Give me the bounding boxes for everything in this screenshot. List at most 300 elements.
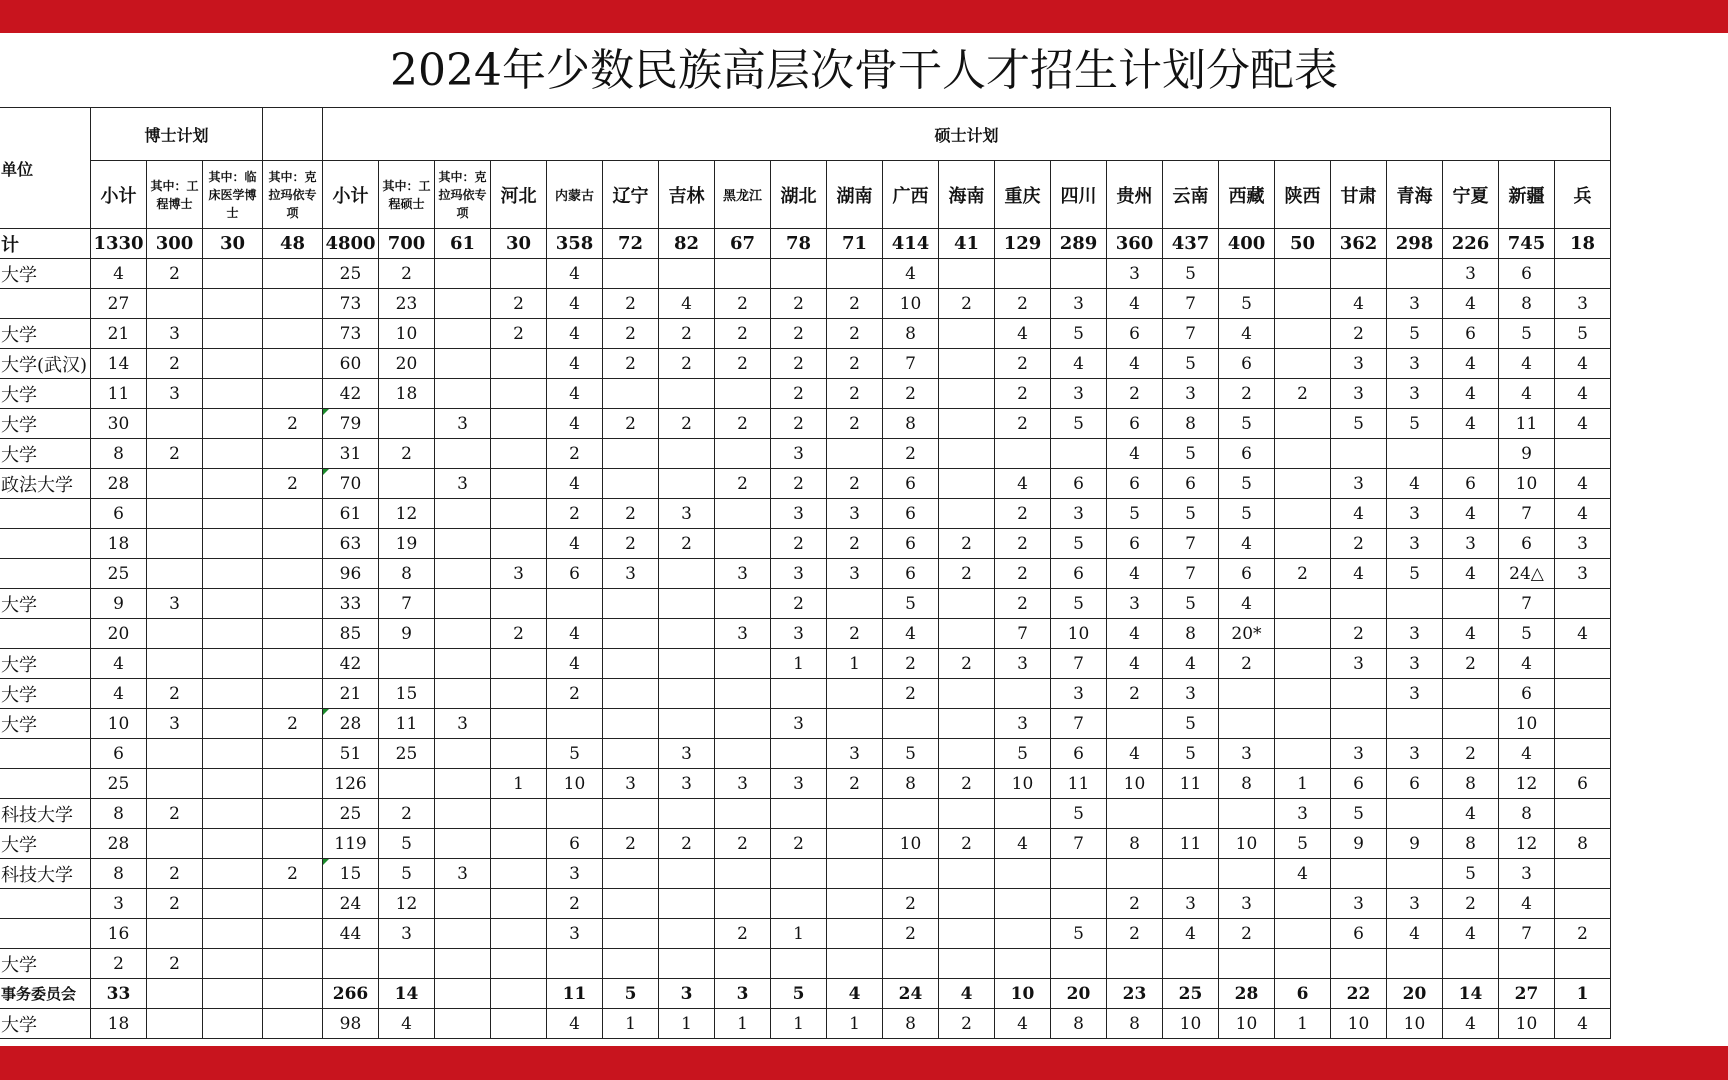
doctor-plan-header: 博士计划 — [91, 108, 263, 161]
data-cell — [1275, 649, 1331, 679]
total-cell: 745 — [1499, 229, 1555, 259]
data-cell — [771, 859, 827, 889]
data-cell: 3 — [715, 619, 771, 649]
data-cell: 4 — [1219, 319, 1275, 349]
data-cell: 4 — [547, 409, 603, 439]
data-cell — [435, 319, 491, 349]
total-cell: 30 — [491, 229, 547, 259]
data-cell: 8 — [91, 859, 147, 889]
data-cell: 4 — [547, 379, 603, 409]
unit-name-cell: 大学 — [0, 319, 91, 349]
total-cell: 700 — [379, 229, 435, 259]
table-row — [0, 319, 1611, 349]
data-cell: 3 — [1387, 499, 1443, 529]
data-cell: 2 — [995, 499, 1051, 529]
data-cell — [263, 589, 323, 619]
data-cell — [827, 949, 883, 979]
data-cell — [491, 499, 547, 529]
data-cell — [203, 409, 263, 439]
data-cell: 3 — [1219, 889, 1275, 919]
data-cell: 3 — [147, 589, 203, 619]
data-cell — [491, 979, 547, 1009]
data-cell: 3 — [995, 709, 1051, 739]
data-cell: 5 — [1387, 319, 1443, 349]
data-cell: 3 — [1387, 739, 1443, 769]
data-cell: 2 — [939, 829, 995, 859]
data-cell: 3 — [771, 559, 827, 589]
data-cell: 2 — [715, 289, 771, 319]
data-cell: 2 — [603, 349, 659, 379]
data-cell: 1 — [1275, 769, 1331, 799]
data-cell — [435, 439, 491, 469]
data-cell: 4 — [659, 289, 715, 319]
data-cell: 11 — [1163, 769, 1219, 799]
data-cell — [1331, 439, 1387, 469]
data-cell: 20* — [1219, 619, 1275, 649]
data-cell: 4 — [827, 979, 883, 1009]
data-cell: 5 — [1443, 859, 1499, 889]
data-cell: 1 — [603, 1009, 659, 1039]
data-cell — [491, 529, 547, 559]
data-cell: 2 — [659, 829, 715, 859]
data-cell — [1331, 859, 1387, 889]
data-cell: 3 — [547, 919, 603, 949]
data-cell: 2 — [1219, 649, 1275, 679]
data-cell — [435, 589, 491, 619]
data-cell — [1275, 499, 1331, 529]
data-cell — [147, 619, 203, 649]
data-cell — [435, 349, 491, 379]
data-cell — [659, 259, 715, 289]
table-row — [0, 769, 1611, 799]
data-cell — [939, 319, 995, 349]
data-cell: 3 — [1555, 529, 1611, 559]
data-cell — [203, 289, 263, 319]
data-cell: 4 — [1387, 919, 1443, 949]
data-cell: 3 — [1387, 649, 1443, 679]
data-cell: 266 — [323, 979, 379, 1009]
top-red-bar — [0, 0, 1728, 33]
province-col-header: 云南 — [1163, 161, 1219, 229]
data-cell — [203, 559, 263, 589]
data-cell — [995, 439, 1051, 469]
data-cell: 4 — [1051, 349, 1107, 379]
data-cell: 2 — [883, 379, 939, 409]
data-cell: 2 — [659, 529, 715, 559]
data-cell: 3 — [435, 859, 491, 889]
data-cell: 10 — [1163, 1009, 1219, 1039]
data-cell — [995, 949, 1051, 979]
data-cell — [659, 439, 715, 469]
unit-name-cell: 大学 — [0, 679, 91, 709]
data-cell — [1555, 799, 1611, 829]
data-cell: 3 — [1107, 589, 1163, 619]
data-cell: 2 — [827, 769, 883, 799]
data-cell: 8 — [1163, 409, 1219, 439]
data-cell: 10 — [1107, 769, 1163, 799]
unit-name-cell — [0, 619, 91, 649]
data-cell — [1331, 949, 1387, 979]
province-col-header: 宁夏 — [1443, 161, 1499, 229]
data-cell: 5 — [1331, 409, 1387, 439]
table-row — [0, 949, 1611, 979]
data-cell: 4 — [1443, 349, 1499, 379]
total-cell: 78 — [771, 229, 827, 259]
data-cell: 4 — [1555, 469, 1611, 499]
data-cell — [1275, 619, 1331, 649]
data-cell: 3 — [1051, 289, 1107, 319]
data-cell: 85 — [323, 619, 379, 649]
data-cell — [263, 1009, 323, 1039]
data-cell — [771, 889, 827, 919]
data-cell: 4 — [1499, 379, 1555, 409]
data-cell: 6 — [1107, 529, 1163, 559]
data-cell: 1 — [1275, 1009, 1331, 1039]
province-col-header: 湖北 — [771, 161, 827, 229]
data-cell — [995, 259, 1051, 289]
data-cell — [771, 739, 827, 769]
data-cell: 3 — [1443, 259, 1499, 289]
data-cell: 3 — [1387, 349, 1443, 379]
data-cell — [827, 709, 883, 739]
data-cell — [491, 709, 547, 739]
data-cell: 11 — [1499, 409, 1555, 439]
data-cell: 4 — [547, 649, 603, 679]
data-cell: 4 — [995, 319, 1051, 349]
data-cell — [1555, 439, 1611, 469]
data-cell — [939, 679, 995, 709]
data-cell — [1555, 709, 1611, 739]
data-cell: 10 — [1387, 1009, 1443, 1039]
data-cell — [1051, 949, 1107, 979]
data-cell — [263, 529, 323, 559]
data-cell: 6 — [1051, 469, 1107, 499]
data-cell — [263, 619, 323, 649]
total-cell: 360 — [1107, 229, 1163, 259]
data-cell — [1275, 679, 1331, 709]
data-cell — [603, 739, 659, 769]
data-cell: 2 — [603, 319, 659, 349]
data-cell: 2 — [603, 409, 659, 439]
data-cell: 63 — [323, 529, 379, 559]
data-cell: 10 — [1331, 1009, 1387, 1039]
data-cell — [547, 799, 603, 829]
data-cell: 7 — [379, 589, 435, 619]
data-cell — [1051, 859, 1107, 889]
data-cell: 2 — [379, 259, 435, 289]
data-cell: 2 — [771, 349, 827, 379]
unit-name-cell — [0, 769, 91, 799]
unit-name-cell: 大学 — [0, 709, 91, 739]
unit-name-cell: 大学 — [0, 409, 91, 439]
data-cell: 4 — [1443, 379, 1499, 409]
page-title: 2024年少数民族高层次骨干人才招生计划分配表 — [390, 45, 1338, 96]
data-cell — [995, 799, 1051, 829]
data-cell: 3 — [659, 979, 715, 1009]
data-cell — [491, 679, 547, 709]
data-cell — [435, 739, 491, 769]
data-cell — [435, 679, 491, 709]
data-cell: 5 — [547, 739, 603, 769]
data-cell — [939, 409, 995, 439]
data-cell: 5 — [1163, 499, 1219, 529]
data-cell — [771, 679, 827, 709]
data-cell: 98 — [323, 1009, 379, 1039]
data-cell: 10 — [883, 289, 939, 319]
data-cell — [435, 919, 491, 949]
data-cell — [491, 259, 547, 289]
data-cell — [263, 739, 323, 769]
data-cell: 2 — [939, 529, 995, 559]
data-cell: 1 — [771, 1009, 827, 1039]
data-cell — [1555, 859, 1611, 889]
data-cell: 3 — [1387, 379, 1443, 409]
data-cell: 2 — [715, 469, 771, 499]
data-cell: 3 — [435, 709, 491, 739]
data-cell: 6 — [883, 529, 939, 559]
data-cell — [1275, 349, 1331, 379]
data-cell — [1555, 649, 1611, 679]
data-cell — [1275, 739, 1331, 769]
data-cell — [491, 859, 547, 889]
data-cell — [1387, 709, 1443, 739]
data-cell — [435, 829, 491, 859]
data-cell — [939, 859, 995, 889]
data-cell — [1387, 439, 1443, 469]
data-cell: 5 — [1219, 499, 1275, 529]
data-cell: 2 — [995, 559, 1051, 589]
data-cell: 4 — [547, 529, 603, 559]
allocation-table — [0, 107, 1611, 1039]
data-cell: 3 — [1387, 889, 1443, 919]
data-cell: 4 — [1499, 349, 1555, 379]
data-cell: 6 — [1107, 319, 1163, 349]
data-cell: 28 — [91, 829, 147, 859]
data-cell — [491, 829, 547, 859]
data-cell: 5 — [379, 829, 435, 859]
data-cell: 8 — [1555, 829, 1611, 859]
data-cell — [147, 649, 203, 679]
data-cell: 3 — [435, 469, 491, 499]
data-cell — [939, 799, 995, 829]
data-cell — [263, 499, 323, 529]
data-cell — [1387, 799, 1443, 829]
data-cell — [263, 559, 323, 589]
doctor-col-header: 其中：工程博士 — [147, 161, 203, 229]
data-cell — [203, 679, 263, 709]
data-cell: 4 — [91, 259, 147, 289]
data-cell — [263, 349, 323, 379]
data-cell: 4 — [1331, 559, 1387, 589]
data-cell: 25 — [91, 769, 147, 799]
data-cell: 3 — [1331, 469, 1387, 499]
data-cell: 4 — [1275, 859, 1331, 889]
data-cell — [939, 619, 995, 649]
data-cell: 6 — [547, 559, 603, 589]
data-cell — [1219, 709, 1275, 739]
data-cell — [147, 559, 203, 589]
data-cell: 3 — [1051, 679, 1107, 709]
data-cell: 5 — [1051, 319, 1107, 349]
data-cell: 5 — [1499, 619, 1555, 649]
data-cell: 6 — [1331, 769, 1387, 799]
data-cell: 2 — [1219, 919, 1275, 949]
data-cell: 4 — [1443, 919, 1499, 949]
data-cell: 1 — [827, 649, 883, 679]
data-cell — [1107, 859, 1163, 889]
data-cell: 4 — [1163, 649, 1219, 679]
data-cell: 3 — [771, 619, 827, 649]
table-row — [0, 409, 1611, 439]
data-cell — [1443, 589, 1499, 619]
data-cell: 4 — [1219, 529, 1275, 559]
data-cell — [939, 469, 995, 499]
data-cell — [147, 469, 203, 499]
data-cell — [1555, 259, 1611, 289]
data-cell: 3 — [491, 559, 547, 589]
data-cell — [1163, 949, 1219, 979]
data-cell — [435, 619, 491, 649]
table-row — [0, 469, 1611, 499]
data-cell: 2 — [827, 379, 883, 409]
data-cell — [715, 379, 771, 409]
data-cell — [1219, 259, 1275, 289]
data-cell: 7 — [1051, 709, 1107, 739]
data-cell: 10 — [995, 769, 1051, 799]
data-cell: 3 — [1331, 379, 1387, 409]
doctor-plan-header-extra — [263, 108, 323, 161]
data-cell: 6 — [1499, 679, 1555, 709]
data-cell: 3 — [659, 499, 715, 529]
province-col-header: 四川 — [1051, 161, 1107, 229]
data-cell — [435, 769, 491, 799]
data-cell — [147, 529, 203, 559]
data-cell: 10 — [883, 829, 939, 859]
data-cell: 20 — [91, 619, 147, 649]
data-cell — [715, 589, 771, 619]
data-cell — [827, 679, 883, 709]
data-cell: 5 — [1331, 799, 1387, 829]
data-cell — [263, 799, 323, 829]
data-cell: 5 — [1163, 349, 1219, 379]
data-cell: 4 — [1443, 619, 1499, 649]
data-cell: 5 — [1051, 799, 1107, 829]
data-cell: 2 — [379, 439, 435, 469]
data-cell — [659, 679, 715, 709]
data-cell: 11 — [1051, 769, 1107, 799]
data-cell — [1275, 469, 1331, 499]
province-col-header: 海南 — [939, 161, 995, 229]
data-cell: 6 — [1163, 469, 1219, 499]
data-cell: 2 — [939, 559, 995, 589]
data-cell — [1331, 259, 1387, 289]
data-cell — [1555, 949, 1611, 979]
data-cell: 2 — [883, 679, 939, 709]
data-cell: 8 — [883, 1009, 939, 1039]
data-cell: 2 — [491, 319, 547, 349]
data-cell: 2 — [995, 589, 1051, 619]
data-cell — [659, 889, 715, 919]
data-cell — [603, 469, 659, 499]
data-cell: 5 — [1051, 409, 1107, 439]
total-cell: 300 — [147, 229, 203, 259]
data-cell — [147, 919, 203, 949]
unit-name-cell: 政法大学 — [0, 469, 91, 499]
data-cell: 7 — [1499, 919, 1555, 949]
table-row — [0, 889, 1611, 919]
data-cell: 31 — [323, 439, 379, 469]
data-cell — [771, 259, 827, 289]
data-cell: 11 — [1163, 829, 1219, 859]
data-cell: 4 — [1219, 589, 1275, 619]
data-cell: 5 — [1555, 319, 1611, 349]
data-cell: 2 — [883, 889, 939, 919]
data-cell: 4 — [1555, 619, 1611, 649]
total-cell: 18 — [1555, 229, 1611, 259]
unit-name-cell — [0, 919, 91, 949]
data-cell — [1275, 889, 1331, 919]
data-cell — [203, 739, 263, 769]
data-cell: 14 — [91, 349, 147, 379]
data-cell: 3 — [715, 769, 771, 799]
data-cell — [1107, 949, 1163, 979]
data-cell: 4 — [995, 1009, 1051, 1039]
data-cell: 3 — [1555, 559, 1611, 589]
header-group-row — [0, 108, 1611, 161]
data-cell: 9 — [91, 589, 147, 619]
data-cell — [883, 949, 939, 979]
data-cell: 3 — [1387, 529, 1443, 559]
data-cell: 4 — [1107, 559, 1163, 589]
data-cell: 6 — [1219, 439, 1275, 469]
province-col-header: 湖南 — [827, 161, 883, 229]
data-cell: 2 — [147, 259, 203, 289]
data-cell: 4 — [1443, 289, 1499, 319]
data-cell — [203, 769, 263, 799]
data-cell: 5 — [1275, 829, 1331, 859]
data-cell: 20 — [379, 349, 435, 379]
data-cell: 2 — [1555, 919, 1611, 949]
data-cell — [715, 709, 771, 739]
table-row — [0, 619, 1611, 649]
table-row — [0, 259, 1611, 289]
data-cell — [491, 1009, 547, 1039]
data-cell: 4 — [1107, 439, 1163, 469]
data-cell: 6 — [1555, 769, 1611, 799]
data-cell: 12 — [379, 889, 435, 919]
province-col-header: 青海 — [1387, 161, 1443, 229]
data-cell — [147, 499, 203, 529]
data-cell: 4 — [547, 319, 603, 349]
data-cell — [939, 739, 995, 769]
data-cell — [827, 589, 883, 619]
data-cell: 4 — [1555, 409, 1611, 439]
data-cell — [1275, 319, 1331, 349]
data-cell — [203, 619, 263, 649]
master-col-header: 其中：工程硕士 — [379, 161, 435, 229]
data-cell — [263, 379, 323, 409]
data-cell: 2 — [939, 769, 995, 799]
data-cell — [263, 439, 323, 469]
data-cell: 9 — [1331, 829, 1387, 859]
data-cell: 2 — [995, 349, 1051, 379]
data-cell: 2 — [603, 499, 659, 529]
unit-column-header: 单位 — [0, 108, 91, 229]
data-cell: 9 — [1499, 439, 1555, 469]
data-cell — [491, 649, 547, 679]
province-col-header: 西藏 — [1219, 161, 1275, 229]
data-cell: 6 — [1499, 529, 1555, 559]
